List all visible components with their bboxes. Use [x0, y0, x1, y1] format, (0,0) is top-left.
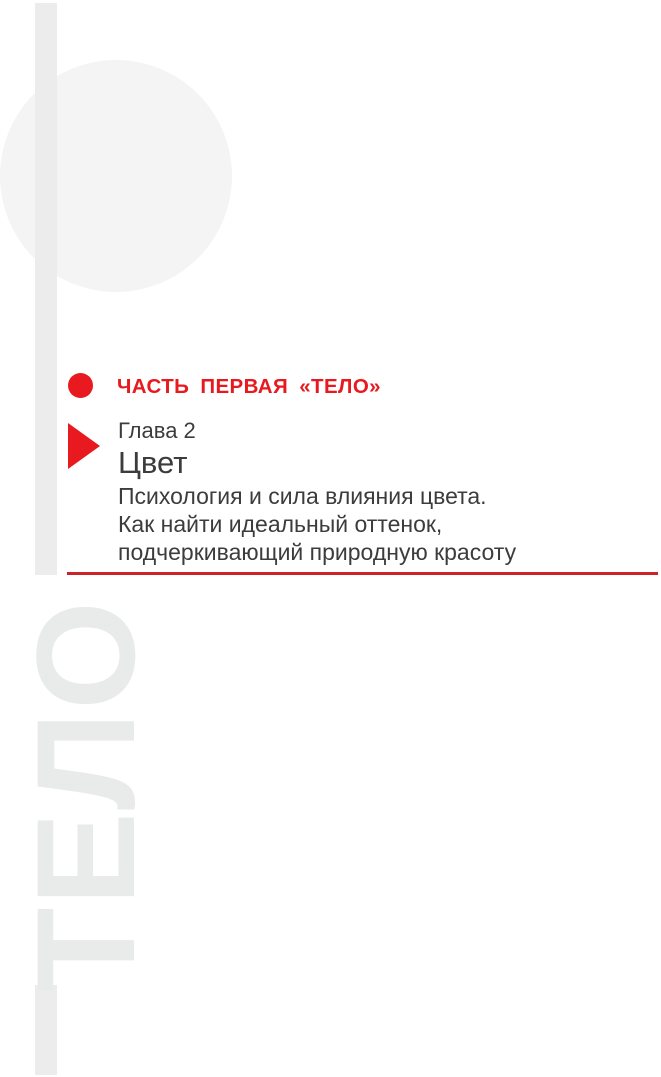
red-divider-rule [67, 572, 658, 575]
subtitle-line-1: Психология и сила влияния цвета. [118, 483, 487, 509]
part-title: ЧАСТЬ ПЕРВАЯ «ТЕЛО» [117, 375, 381, 398]
red-dot-icon [68, 373, 93, 398]
watermark-telo: ТЕЛО [7, 598, 164, 993]
chapter-subtitle [118, 482, 638, 566]
left-accent-bar-bottom [35, 985, 57, 1075]
left-accent-bar-top [35, 3, 57, 575]
chapter-title: Цвет [118, 445, 188, 480]
chapter-heading-block [118, 418, 638, 566]
red-arrow-icon [68, 423, 100, 469]
chapter-number-label: Глава 2 [118, 418, 196, 443]
subtitle-line-2: Как найти идеальный оттенок, [118, 511, 443, 537]
subtitle-line-3: подчеркивающий природную красоту [118, 539, 517, 565]
